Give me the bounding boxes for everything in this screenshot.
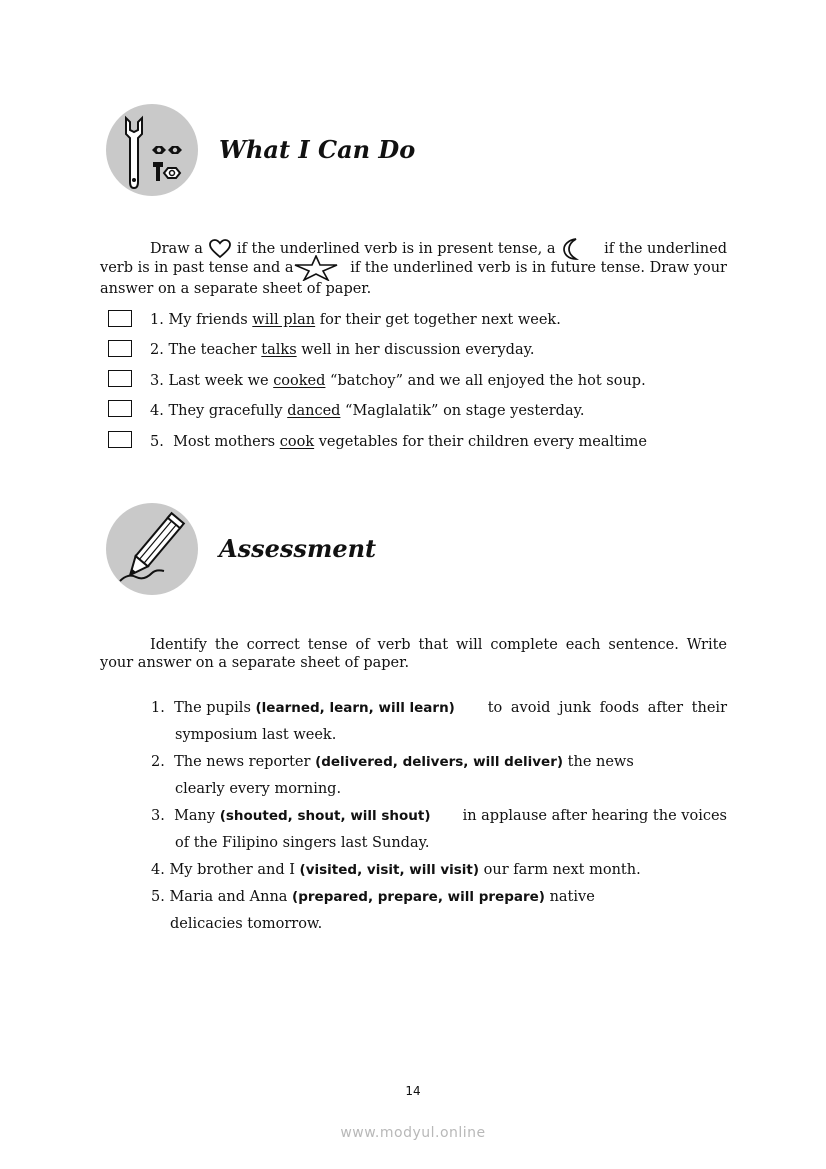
section-title-assessment: Assessment [219, 534, 377, 563]
section-title-what-i-can-do: What I Can Do [219, 135, 416, 164]
exercise-item-3: 3. Last week we cooked “batchoy” and we all enjoyed the hot soup. [150, 373, 646, 389]
heart-icon [209, 239, 231, 259]
exercise-item-4: 4. They gracefully danced “Maglalatik” on stage yesterday. [150, 403, 585, 419]
answer-box-3[interactable] [108, 370, 132, 387]
underlined-verb: cooked [273, 373, 326, 389]
verb-choices: (delivered, delivers, will deliver) [315, 754, 564, 770]
pencil-icon [106, 503, 198, 595]
assessment-item-1-cont: symposium last week. [175, 727, 337, 743]
underlined-verb: danced [287, 403, 341, 419]
answer-box-2[interactable] [108, 340, 132, 357]
crescent-moon-icon [562, 238, 582, 260]
verb-choices: (shouted, shout, will shout) [219, 808, 431, 824]
assessment-item-3: 3. Many (shouted, shout, will shout) in applause after hearing the voices [151, 808, 727, 824]
instruction-line-2: verb is in past tense and a if the underlined verb is in future tense. Draw your [100, 259, 727, 277]
assessment-instruction-line-1: Identify the correct tense of verb that will complete each sentence. Write [150, 637, 727, 653]
underlined-verb: will plan [252, 312, 316, 328]
what-i-can-do-badge [106, 104, 198, 196]
assessment-item-2-cont: clearly every morning. [175, 781, 342, 797]
verb-choices: (visited, visit, will visit) [299, 862, 480, 878]
instruction-line-3: answer on a separate sheet of paper. [100, 281, 372, 297]
verb-choices: (learned, learn, will learn) [255, 700, 455, 716]
assessment-item-2: 2. The news reporter (delivered, delivers, will deliver) the news [151, 754, 634, 770]
underlined-verb: cook [279, 434, 315, 450]
verb-choices: (prepared, prepare, will prepare) [292, 889, 545, 905]
assessment-badge [106, 503, 198, 595]
exercise-item-1: 1. My friends will plan for their get together next week. [150, 312, 561, 328]
answer-box-1[interactable] [108, 310, 132, 327]
answer-box-4[interactable] [108, 400, 132, 417]
instruction-line-1: Draw a if the underlined verb is in present tense, a if the underlined [100, 238, 727, 260]
watermark: www.modyul.online [340, 1125, 486, 1141]
assessment-item-3-cont: of the Filipino singers last Sunday. [175, 835, 430, 851]
assessment-item-1: 1. The pupils (learned, learn, will learn) to avoid junk foods after their [151, 700, 727, 716]
exercise-item-5: 5. Most mothers cook vegetables for their children every mealtime [150, 434, 647, 450]
page-number: 14 [405, 1084, 421, 1098]
exercise-item-2: 2. The teacher talks well in her discussion everyday. [150, 342, 535, 358]
wrench-bolts-icon [106, 104, 198, 196]
assessment-item-4: 4. My brother and I (visited, visit, will visit) our farm next month. [151, 862, 641, 878]
assessment-item-5-cont: delicacies tomorrow. [170, 916, 323, 932]
underlined-verb: talks [261, 342, 297, 358]
assessment-item-5: 5. Maria and Anna (prepared, prepare, will prepare) native [151, 889, 595, 905]
answer-box-5[interactable] [108, 431, 132, 448]
star-icon [294, 255, 338, 281]
assessment-instruction-line-2: your answer on a separate sheet of paper. [100, 655, 410, 671]
